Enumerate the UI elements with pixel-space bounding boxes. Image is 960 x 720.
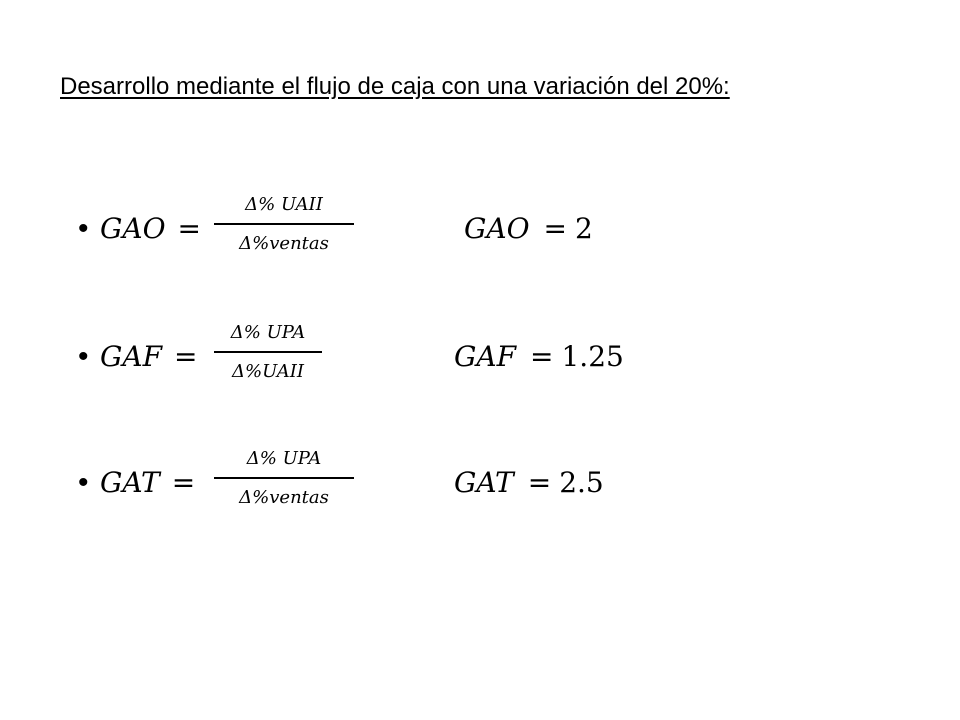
fraction-denominator: Δ%ventas xyxy=(239,486,329,508)
fraction-denominator: Δ%ventas xyxy=(239,232,329,254)
fraction-numerator: Δ% UPA xyxy=(246,448,322,469)
formula-result: GAO = 2 xyxy=(464,212,593,245)
formula-lhs: GAF = xyxy=(100,340,198,373)
bullet-point: • xyxy=(78,212,89,245)
slide-heading: Desarrollo mediante el flujo de caja con una variación del 20%: xyxy=(60,73,730,100)
fraction-numerator: Δ% UAII xyxy=(245,194,323,215)
fraction xyxy=(214,320,322,385)
formula-gat xyxy=(78,446,898,526)
fraction-bar xyxy=(214,223,354,225)
fraction-bar xyxy=(214,351,322,353)
fraction-numerator: Δ% UPA xyxy=(230,322,306,343)
formula-gao xyxy=(78,192,898,272)
fraction-bar xyxy=(214,477,354,479)
formula-lhs: GAT = xyxy=(100,466,196,499)
formula-lhs: GAO = xyxy=(100,212,202,245)
formula-result: GAF = 1.25 xyxy=(454,340,624,373)
fraction-denominator: Δ%UAII xyxy=(232,360,304,382)
formula-result: GAT = 2.5 xyxy=(454,466,604,499)
bullet-point: • xyxy=(78,340,89,373)
formula-gaf xyxy=(78,320,898,400)
bullet-point: • xyxy=(78,466,89,499)
fraction xyxy=(214,446,354,511)
fraction xyxy=(214,192,354,257)
